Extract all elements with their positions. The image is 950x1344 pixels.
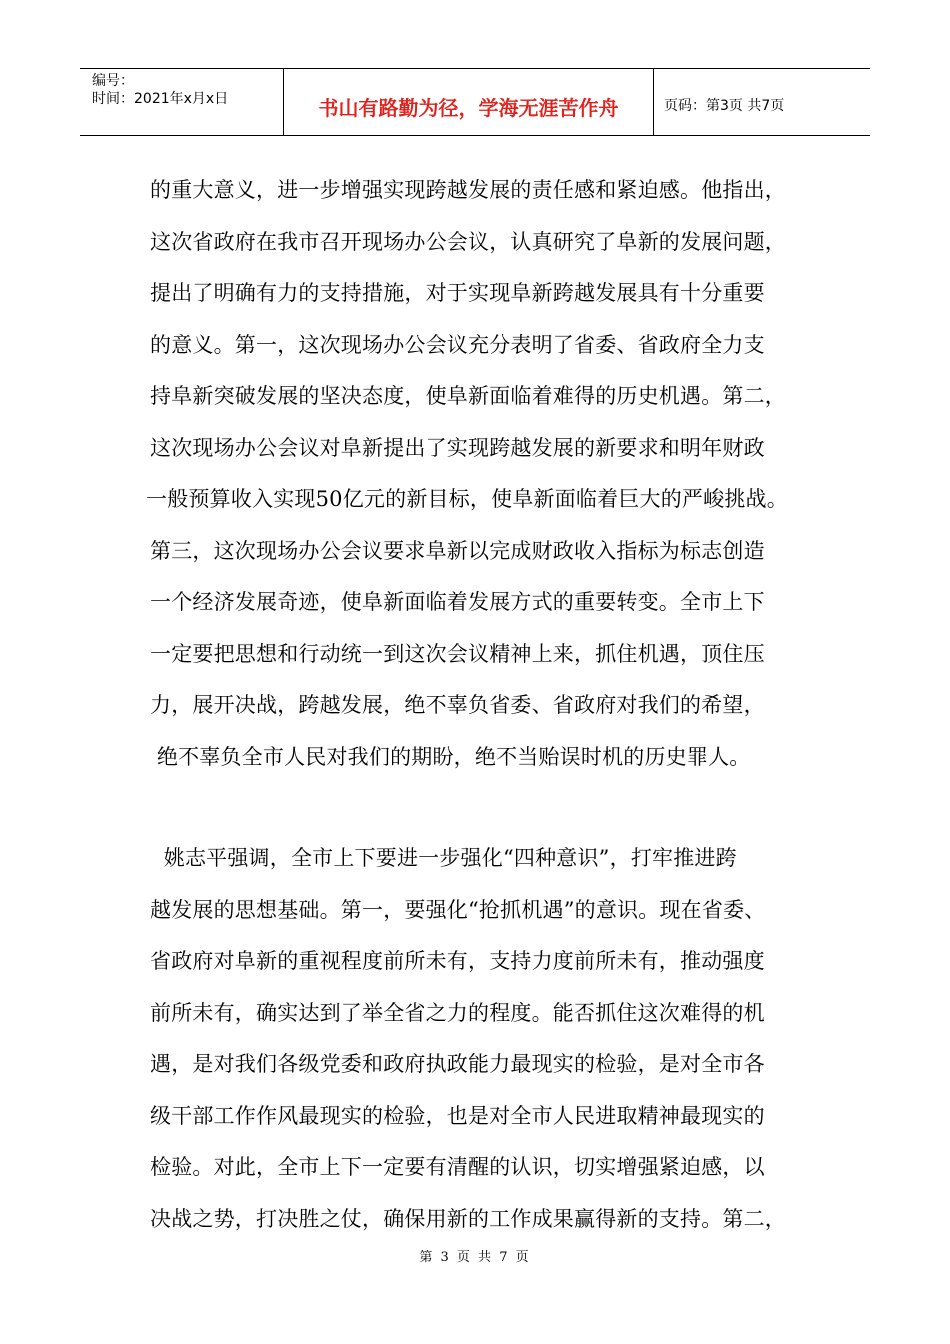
text-line: 绝不辜负全市人民对我们的期盼，绝不当贻误时机的历史罪人。 — [150, 744, 751, 769]
text-line: 持阜新突破发展的坚决态度，使阜新面临着难得的历史机遇。第二， — [150, 384, 786, 408]
text-line: 遇，是对我们各级党委和政府执政能力最现实的检验，是对全市各 — [150, 1052, 765, 1076]
paragraph-2 — [150, 833, 820, 1245]
paragraph-gap — [150, 783, 820, 833]
text-line: 提出了明确有力的支持措施，对于实现阜新跨越发展具有十分重要 — [150, 281, 765, 305]
header-table — [80, 68, 870, 136]
text-line: 前所未有，确实达到了举全省之力的程度。能否抓住这次难得的机 — [150, 1000, 765, 1025]
header-page-info: 页码：第3页 共7页 — [664, 98, 785, 114]
paragraph-1 — [146, 165, 820, 783]
text-line: 决战之势，打决胜之仗，确保用新的工作成果赢得新的支持。第二， — [150, 1206, 786, 1231]
text-line: 级干部工作作风最现实的检验，也是对全市人民进取精神最现实的 — [150, 1103, 765, 1128]
text-line: 姚志平强调，全市上下要进一步强化“四种意识”，打牢推进跨 — [150, 846, 737, 870]
text-line: 一般预算收入实现50亿元的新目标，使阜新面临着巨大的严峻挑战。 — [146, 487, 788, 511]
text-line: 检验。对此，全市上下一定要有清醒的认识，切实增强紧迫感，以 — [150, 1155, 765, 1179]
document-number-label: 编号： — [92, 73, 134, 89]
text-line: 越发展的思想基础。第一，要强化“抢抓机遇”的意识。现在省委、 — [150, 897, 766, 922]
page-footer: 第 3 页 共 7 页 — [419, 1250, 531, 1265]
text-line: 一个经济发展奇迹，使阜新面临着发展方式的重要转变。全市上下 — [150, 590, 765, 614]
text-line: 这次省政府在我市召开现场办公会议，认真研究了阜新的发展问题， — [150, 229, 786, 254]
header-meta-cell — [80, 69, 284, 135]
text-line: 的重大意义，进一步增强实现跨越发展的责任感和紧迫感。他指出， — [150, 178, 786, 202]
text-line: 的意义。第一，这次现场办公会议充分表明了省委、省政府全力支 — [150, 332, 765, 357]
text-line: 力，展开决战，跨越发展，绝不辜负省委、省政府对我们的希望， — [150, 693, 765, 717]
header-motto: 书山有路勤为径，学海无涯苦作舟 — [284, 69, 654, 135]
text-line: 省政府对阜新的重视程度前所未有，支持力度前所未有，推动强度 — [150, 949, 765, 973]
document-date-label: 时间：2021年x月x日 — [92, 91, 229, 107]
document-body — [146, 165, 820, 1245]
text-line: 第三，这次现场办公会议要求阜新以完成财政收入指标为标志创造 — [150, 538, 765, 563]
text-line: 一定要把思想和行动统一到这次会议精神上来，抓住机遇，顶住压 — [150, 641, 765, 666]
text-line: 这次现场办公会议对阜新提出了实现跨越发展的新要求和明年财政 — [150, 435, 765, 460]
